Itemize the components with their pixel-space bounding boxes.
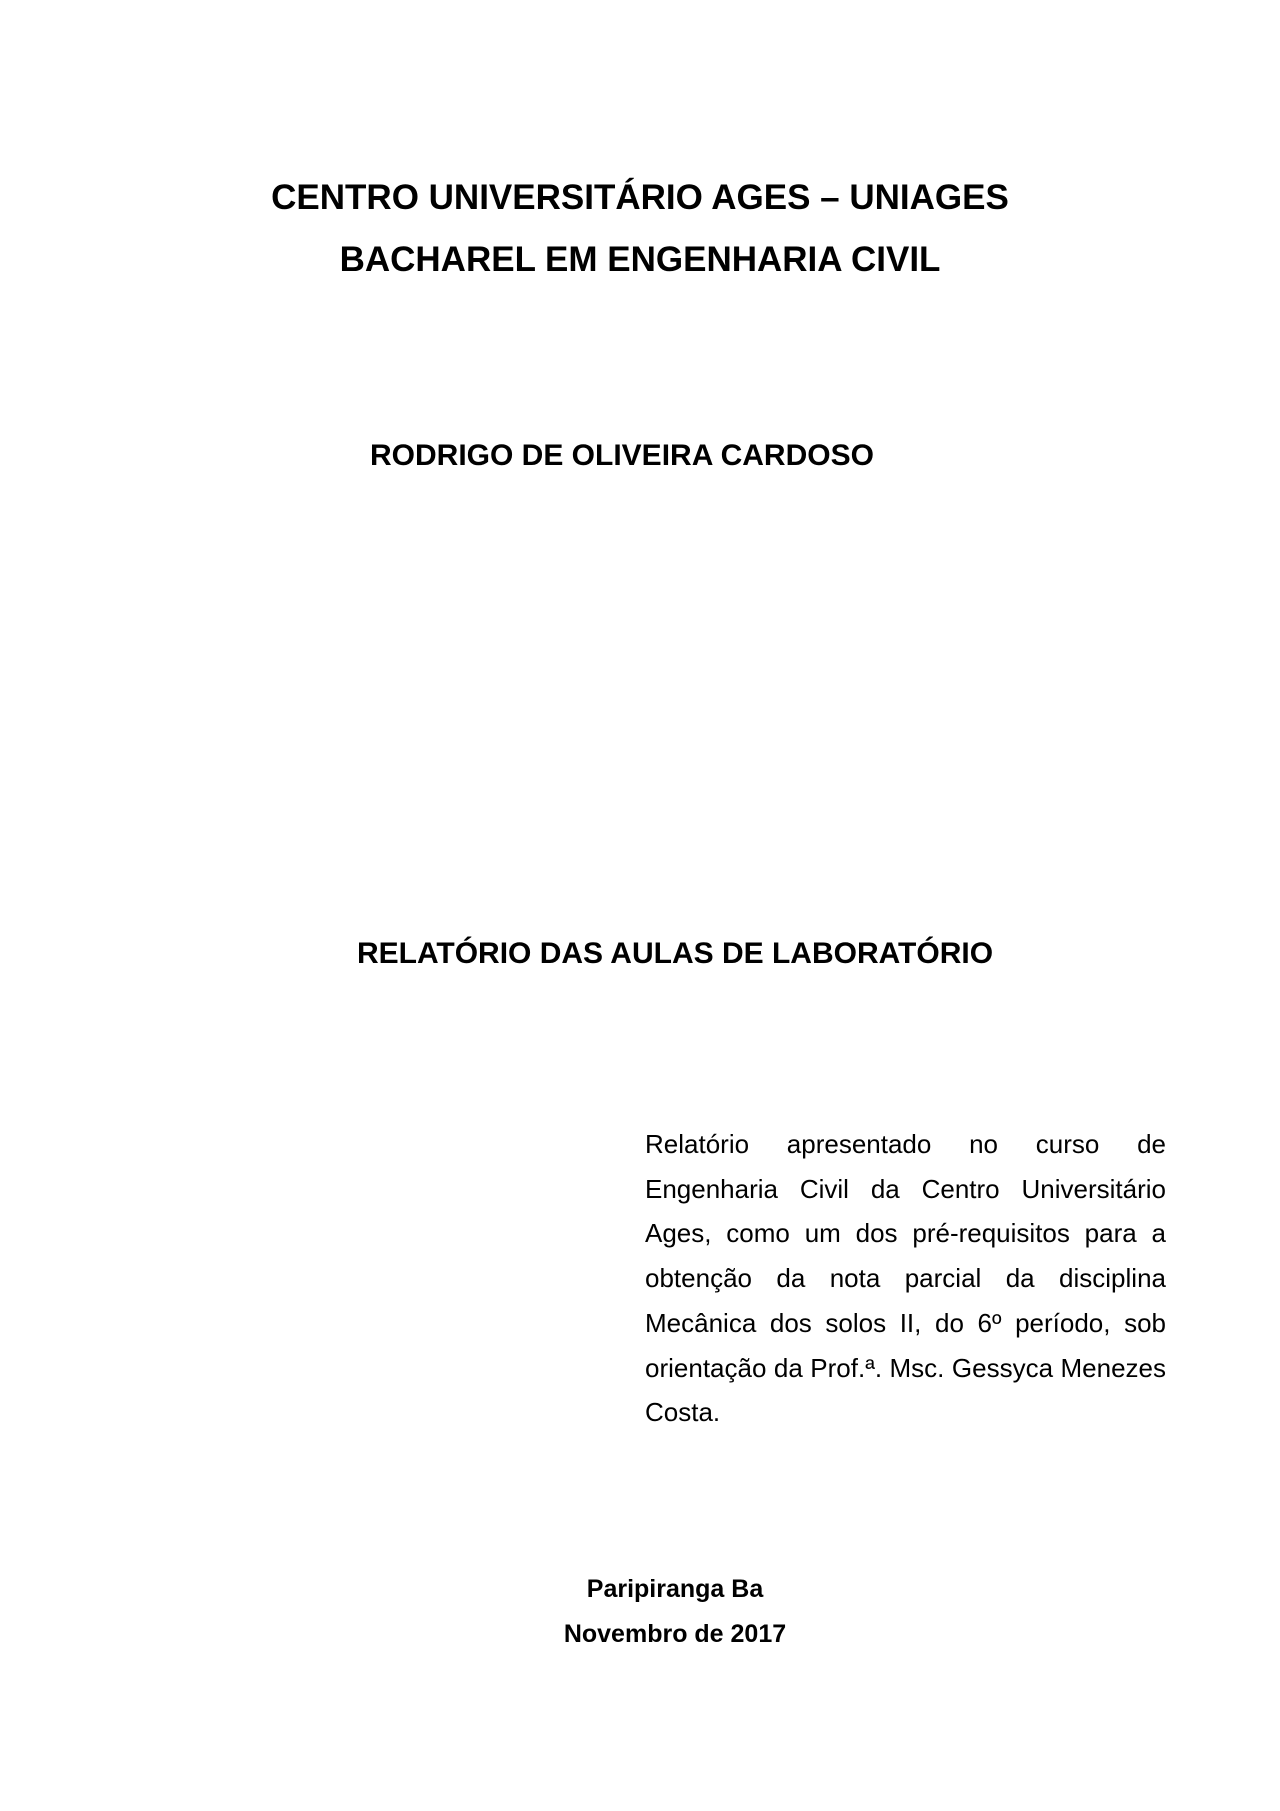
city-label: Paripiranga Ba [586,1575,764,1603]
institution-name: CENTRO UNIVERSITÁRIO AGES – UNIAGES [271,178,1009,217]
course-name: BACHAREL EM ENGENHARIA CIVIL [339,240,941,279]
report-description: Relatório apresentado no curso de Engenharia Civil da Centro Universitário Ages, como um dos pré-requisitos para a obtenção da nota parcial da disciplina Mecânica dos solos II, do 6º período, sob orientação da Prof.ª. Msc. Gessyca Menezes Costa. [645,1129,1166,1428]
author-name: RODRIGO DE OLIVEIRA CARDOSO [370,439,874,472]
report-title: RELATÓRIO DAS AULAS DE LABORATÓRIO [356,937,994,970]
date-label: Novembro de 2017 [563,1620,787,1648]
